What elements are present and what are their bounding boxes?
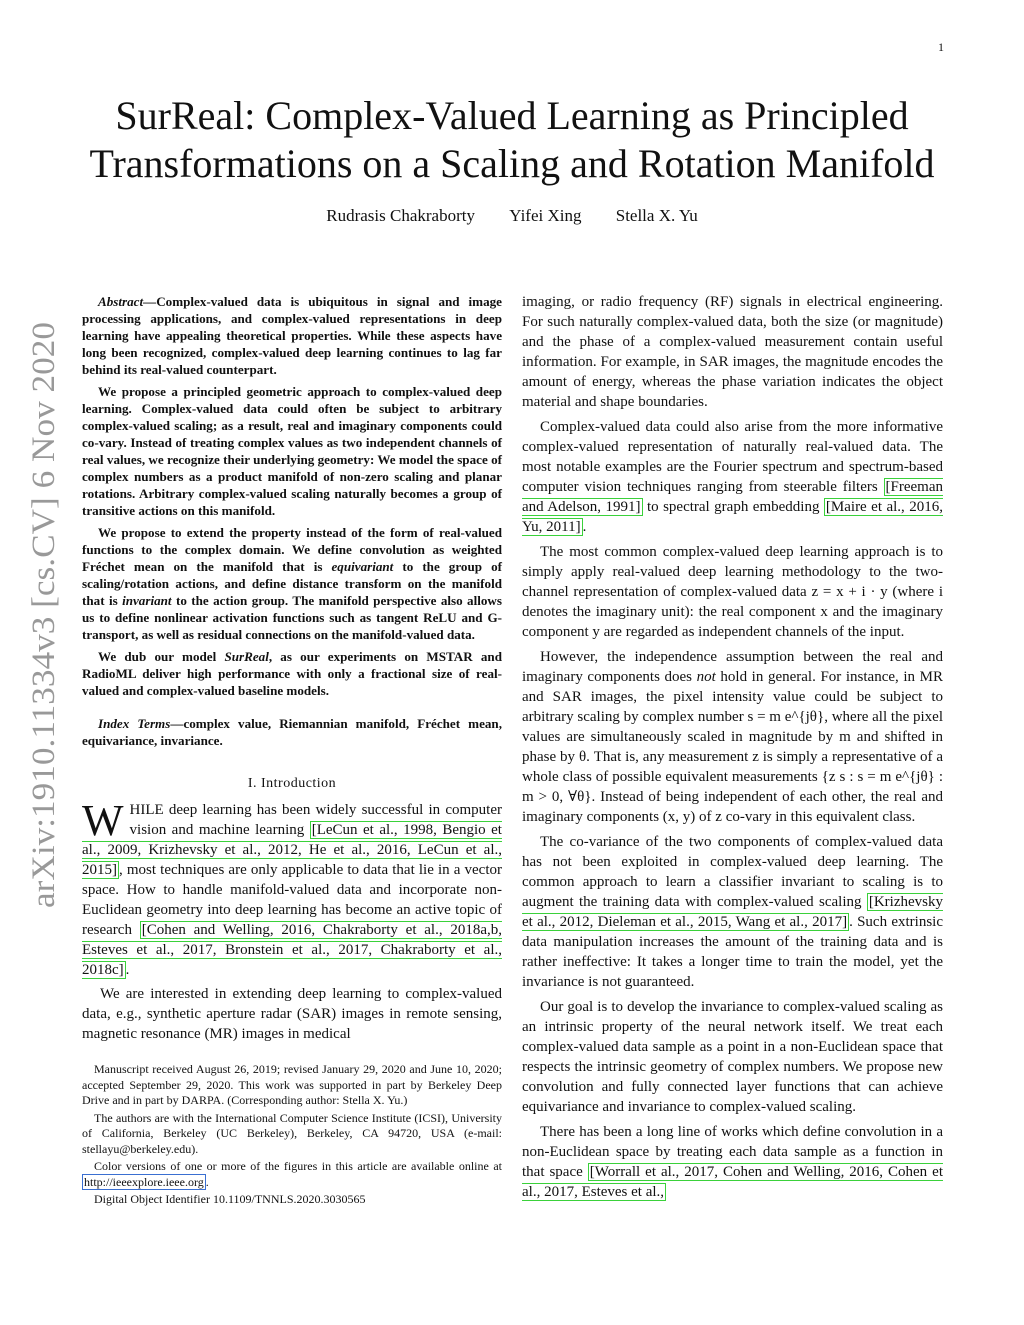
right-column xyxy=(522,292,943,1207)
abstract-paragraph: We propose to extend the property instead of the form of real-valued functions to the complex domain. We define convolution as weighted Fréchet mean on the manifold that is equivariant to the group of scaling/rotation actions, and define distance transform on the manifold that is invariant to the action group. The manifold perspective also allows us to define nonlinear activation functions such as tangent ReLU and G-transport, as well as residual connections on the manifold-valued data. xyxy=(82,525,502,642)
abstract-paragraph: Abstract—Complex-valued data is ubiquitous in signal and image processing applications, and complex-valued representations in deep learning have appealing theoretical properties. While these aspects have long been recognized, complex-valued deep learning continues to lag far behind its real-valued counterpart. xyxy=(82,294,502,377)
citation-link[interactable]: [Maire et al., 2016, Yu, 2011] xyxy=(522,499,943,535)
footnotes xyxy=(82,1062,502,1208)
page-number: 1 xyxy=(938,40,944,54)
body-paragraph: imaging, or radio frequency (RF) signals in electrical engineering. For such naturally complex-valued data, both the size (or magnitude) and the phase of a complex-valued measurement contain useful information. For example, in SAR images, the magnitude encodes the amount of energy, whereas the phase variation indicates the object material and shape boundaries. xyxy=(522,294,943,410)
drop-cap: W xyxy=(82,796,124,845)
body-paragraph: There has been a long line of works which define convolution in a non-Euclidean space by treating each data sample as a function in that space [Worrall et al., 2017, Cohen and Welling, 2016, Cohen et al., 2017, Esteves et al., xyxy=(522,1124,943,1200)
footnote: Manuscript received August 26, 2019; revised January 29, 2020 and June 10, 2020; accepted September 29, 2020. This work was supported in part by Berkeley Deep Drive and in part by DARPA. (Corresponding author: Stella X. Yu.) xyxy=(82,1062,502,1107)
body-paragraph: Complex-valued data could also arise from the more informative complex-valued representation of naturally real-valued data. The most notable examples are the Fourier spectrum and spectrum-based computer vision techniques ranging from steerable filters [Freeman and Adelson, 1991] to spectral graph embedding [Maire et al., 2016, Yu, 2011] . xyxy=(522,419,943,535)
author-name: Rudrasis Chakraborty xyxy=(326,206,475,225)
body-paragraph: The most common complex-valued deep learning approach is to simply apply real-valued deep learning methodology to the two-channel representation of complex-valued data z = x + i · y (where i denotes the imaginary unit): the real component x and the imaginary component y are regarded as independent channels of the input. xyxy=(522,544,943,640)
author-name: Yifei Xing xyxy=(509,206,582,225)
left-column xyxy=(82,293,502,1210)
citation-link[interactable]: [Cohen and Welling, 2016, Chakraborty et al., 2018a,b, Esteves et al., 2017, Bronstein et al., 2017, Chakraborty et al., 2018c] xyxy=(82,922,502,978)
citation-link[interactable]: [Worrall et al., 2017, Cohen and Welling, 2016, Cohen et al., 2017, Esteves et al., xyxy=(522,1164,943,1200)
body-paragraph: The co-variance of the two components of complex-valued data has not been exploited in complex-valued deep learning. The common approach to learn a classifier invariant to scaling is to augment the training data with complex-valued scaling [Krizhevsky et al., 2012, Dieleman et al., 2015, Wang et al., 2017] . Such extrinsic data manipulation increases the amount of the training data and is rather ineffective: It takes a longer time to train the model, yet the invariance is not guaranteed. xyxy=(522,834,943,990)
abstract-paragraph: We propose a principled geometric approach to complex-valued deep learning. Complex-valued data could often be subject to arbitrary complex-valued scaling; as a result, real and imaginary components could co-vary. Instead of treating complex values as two independent channels of real values, we recognize their underlying geometry: We model the space of complex numbers as a product manifold of non-zero scaling and planar rotations. Arbitrary complex-valued scaling naturally becomes a group of transitive actions on this manifold. xyxy=(82,384,502,518)
author-list xyxy=(60,206,964,226)
body-paragraph: We are interested in extending deep learning to complex-valued data, e.g., synthetic aperture radar (SAR) images in remote sensing, magnetic resonance (MR) images in medical xyxy=(82,986,502,1042)
footnote-doi: Digital Object Identifier 10.1109/TNNLS.2020.3030565 xyxy=(94,1192,366,1206)
citation-link[interactable]: [Krizhevsky et al., 2012, Dieleman et al., 2015, Wang et al., 2017] xyxy=(522,894,943,930)
index-terms: Index Terms—complex value, Riemannian manifold, Fréchet mean, equivariance, invariance. xyxy=(82,716,502,748)
footnote: The authors are with the International Computer Science Institute (ICSI), University of California, Berkeley (UC Berkeley), Berkeley, CA 94720, USA (e-mail: stellayu@berkeley.edu). xyxy=(82,1110,502,1156)
abstract-label: Abstract— xyxy=(98,294,157,309)
abstract xyxy=(82,293,502,699)
section-heading: I. Introduction xyxy=(247,776,337,791)
citation-link[interactable]: [LeCun et al., 1998, Bengio et al., 2009, Krizhevsky et al., 2012, He et al., 2016, LeCun et al., 2015] xyxy=(82,822,502,878)
footnote: Color versions of one or more of the figures in this article are available online at http://ieeexplore.ieee.org . xyxy=(84,1159,502,1189)
abstract-paragraph: We dub our model SurReal, as our experiments on MSTAR and RadioML deliver high performance with only a fractional size of real-valued and complex-valued baseline models. xyxy=(82,649,502,698)
author-name: Stella X. Yu xyxy=(615,206,698,225)
arxiv-id-text: arXiv:1910.11334v3 [cs.CV] 6 Nov 2020 xyxy=(26,359,62,908)
body-paragraph: Our goal is to develop the invariance to complex-valued scaling as an intrinsic property of the neural network itself. We treat each complex-valued data sample as a point in a non-Euclidean space that respects the intrinsic geometry of complex numbers. We propose new convolution and fully connected layer functions that can achieve equivariance and invariance to complex-valued scaling. xyxy=(522,999,943,1115)
citation-link[interactable]: [Freeman and Adelson, 1991] xyxy=(522,479,943,515)
body-paragraph: However, the independence assumption between the real and imaginary components does not hold in general. For instance, in MR and SAR images, the pixel intensity value could be subject to arbitrary scaling by complex number s = m e^{jθ}, where all the pixel values are simultaneously scaled in magnitude by m and shifted in phase by θ. That is, any measurement z is simply a representative of a whole class of possible equivalent measurements {z s : s = m e^{jθ} : m > 0, ∀θ}. Instead of being independent of each other, the real and imaginary components (x, y) of z co-vary in this equivalent class. xyxy=(522,649,944,825)
body-paragraph: WHILE deep learning has been widely successful in computer vision and machine learning [LeCun et al., 1998, Bengio et al., 2009, Krizhevsky et al., 2012, He et al., 2016, LeCun et al., 2015] , most techniques are only applicable to data that lie in a vector space. How to handle manifold-valued data and incorporate non-Euclidean geometry into deep learning has become an active topic of research [Cohen and Welling, 2016, Chakraborty et al., 2018a,b, Esteves et al., 2017, Bronstein et al., 2017, Chakraborty et al., 2018c] . xyxy=(82,796,502,978)
ieee-url-link[interactable]: http://ieeexplore.ieee.org xyxy=(84,1174,204,1189)
arxiv-identifier-stamp xyxy=(20,320,66,910)
paper-title: SurReal: Complex-Valued Learning as Principled Transformations on a Scaling and Rotation Manifold xyxy=(89,93,935,186)
